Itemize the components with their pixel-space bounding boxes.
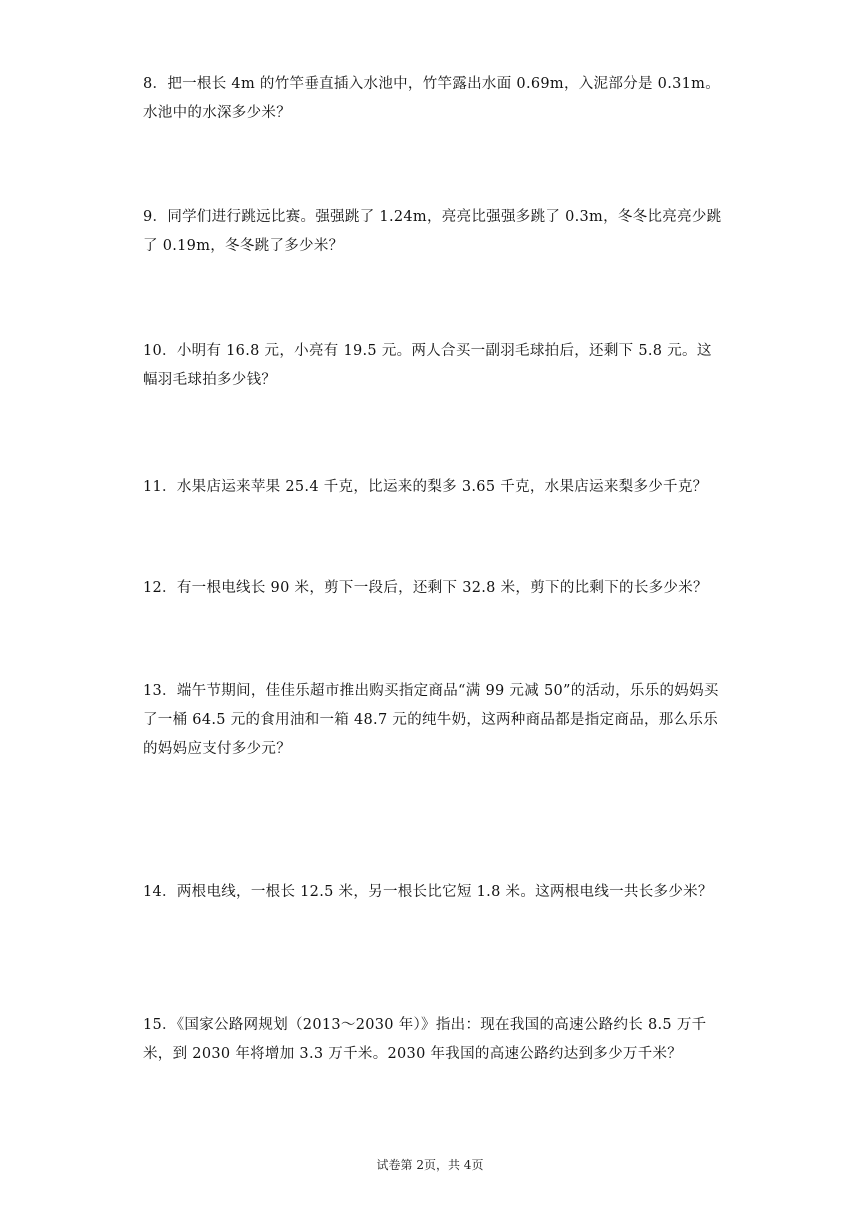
question-9: 9．同学们进行跳远比赛。强强跳了 1.24m，亮亮比强强多跳了 0.3m，冬冬比亮亮少跳了 0.19m，冬冬跳了多少米？ — [143, 209, 722, 254]
question-13: 13．端午节期间，佳佳乐超市推出购买指定商品“满 99 元减 50”的活动，乐乐的妈妈买了一桶 64.5 元的食用油和一箱 48.7 元的纯牛奶，这两种商品都是指定商品，那么乐乐的妈妈应支付多少元？ — [143, 683, 719, 757]
question-10: 10．小明有 16.8 元，小亮有 19.5 元。两人合买一副羽毛球拍后，还剩下 5.8 元。这幅羽毛球拍多少钱？ — [143, 343, 712, 388]
page-footer: 试卷第 2页，共 4页 — [376, 1158, 484, 1172]
question-8: 8．把一根长 4m 的竹竿垂直插入水池中，竹竿露出水面 0.69m，入泥部分是 0.31m。水池中的水深多少米？ — [143, 76, 721, 121]
question-14: 14．两根电线，一根长 12.5 米，另一根长比它短 1.8 米。这两根电线一共长多少米？ — [143, 884, 713, 900]
question-12: 12．有一根电线长 90 米，剪下一段后，还剩下 32.8 米，剪下的比剩下的长多少米？ — [143, 580, 708, 596]
question-11: 11．水果店运来苹果 25.4 千克，比运来的梨多 3.65 千克，水果店运来梨多少千克？ — [143, 479, 708, 495]
question-15: 15．《国家公路网规划（2013～2030 年）》指出：现在我国的高速公路约长 8.5 万千米，到 2030 年将增加 3.3 万千米。2030 年我国的高速公路约达到多少万千米？ — [143, 1017, 707, 1062]
